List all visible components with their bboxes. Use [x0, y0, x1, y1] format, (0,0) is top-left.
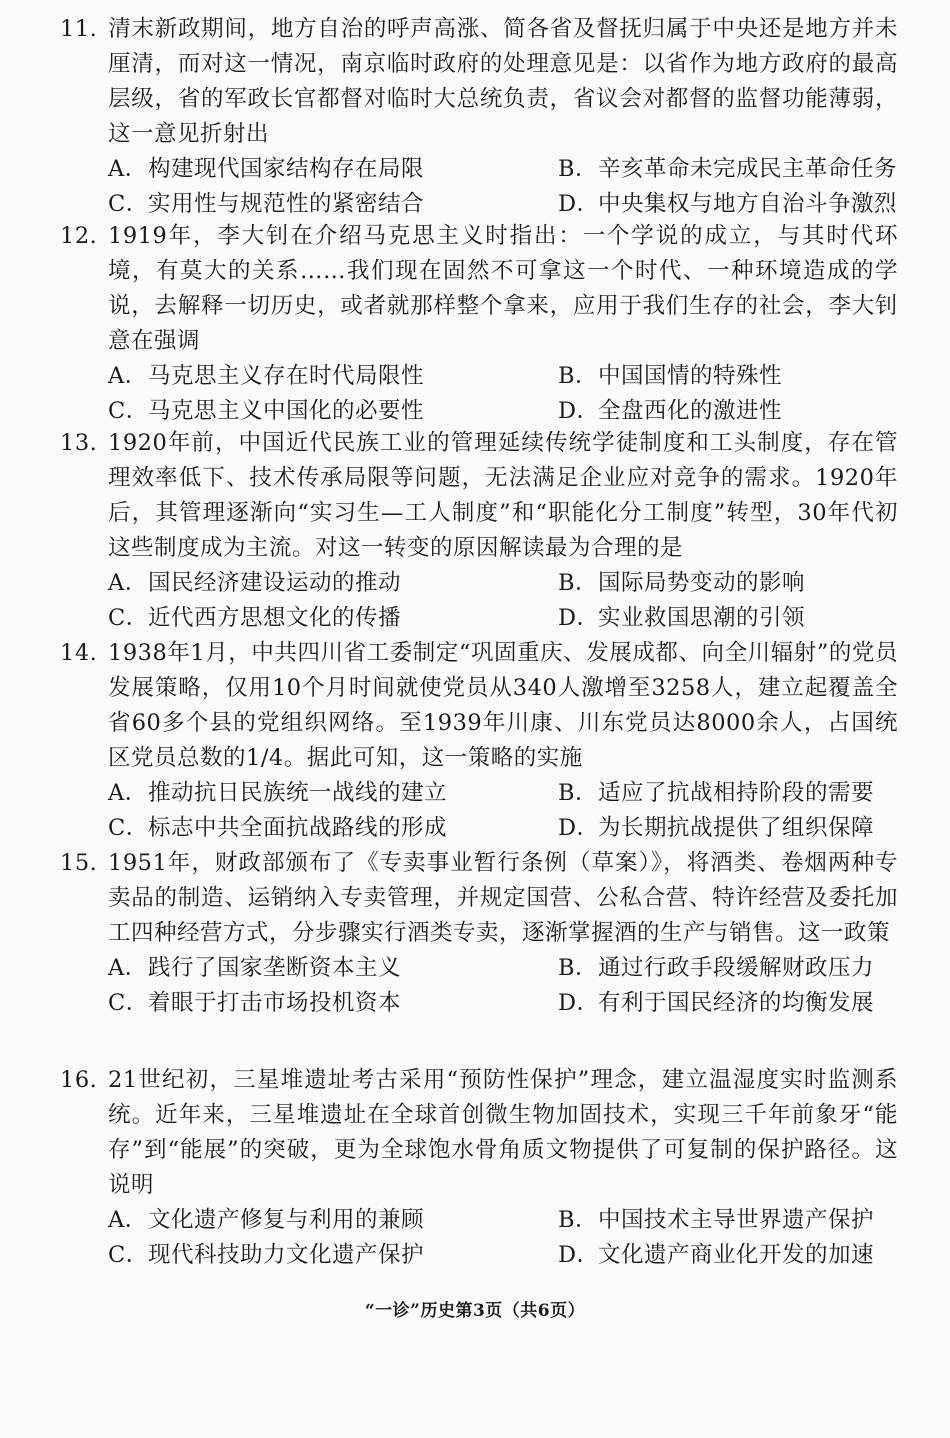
question-stem: [60, 219, 898, 359]
option-text: 为长期抗战提供了组织保障: [598, 815, 875, 841]
option-letter: D．: [558, 1242, 600, 1268]
question-stem: [60, 426, 898, 566]
answer-options: [108, 152, 898, 222]
question-text: 21世纪初，三星堆遗址考古采用“预防性保护”理念，建立温湿度实时监测系统。近年来，三星堆遗址在全球首创微生物加固技术，实现三千年前象牙“能存”到“能展”的突破，更为全球饱水骨角质文物提供了可复制的保护路径。这说明: [108, 1067, 898, 1198]
option-text: 践行了国家垄断资本主义: [148, 955, 402, 981]
option-text: 有利于国民经济的均衡发展: [598, 990, 875, 1016]
option-letter: C．: [108, 191, 149, 217]
answer-options: [108, 776, 898, 846]
option-letter: B．: [558, 955, 599, 981]
option-text: 中国国情的特殊性: [598, 363, 783, 389]
question-number: 11.: [60, 16, 98, 42]
question-text: 1920年前，中国近代民族工业的管理延续传统学徒制度和工头制度，存在管理效率低下、技术传承局限等问题，无法满足企业应对竞争的需求。1920年后，其管理逐渐向“实习生—工人制度”和“职能化分工制度”转型，30年代初这些制度成为主流。对这一转变的原因解读最为合理的是: [108, 430, 898, 561]
option-c: [108, 1238, 424, 1273]
question-number: 15.: [60, 850, 98, 876]
option-letter: D．: [558, 191, 600, 217]
option-b: [558, 951, 874, 986]
option-letter: C．: [108, 605, 149, 631]
question-15: [60, 846, 898, 1021]
option-c: [108, 986, 401, 1021]
option-text: 实用性与规范性的紧密结合: [148, 191, 425, 217]
option-letter: C．: [108, 990, 149, 1016]
question-stem: [60, 1063, 898, 1203]
question-12: [60, 219, 898, 429]
option-text: 着眼于打击市场投机资本: [148, 990, 402, 1016]
option-text: 通过行政手段缓解财政压力: [598, 955, 875, 981]
option-text: 现代科技助力文化遗产保护: [148, 1242, 425, 1268]
option-letter: D．: [558, 398, 600, 424]
question-number: 14.: [60, 640, 98, 666]
option-text: 全盘西化的激进性: [598, 398, 783, 424]
question-stem: [60, 636, 898, 776]
option-text: 国际局势变动的影响: [598, 570, 806, 596]
option-text: 近代西方思想文化的传播: [148, 605, 402, 631]
page-footer: “一诊”历史第3页（共6页）: [364, 1301, 586, 1321]
option-letter: A．: [108, 1207, 148, 1233]
answer-options: [108, 359, 898, 429]
option-text: 实业救国思潮的引领: [598, 605, 806, 631]
option-letter: A．: [108, 363, 148, 389]
option-a: [108, 359, 424, 394]
option-letter: A．: [108, 156, 148, 182]
option-text: 标志中共全面抗战路线的形成: [148, 815, 448, 841]
option-letter: C．: [108, 398, 149, 424]
question-16: [60, 1063, 898, 1273]
option-c: [108, 601, 401, 636]
option-b: [558, 152, 897, 187]
option-a: [108, 566, 401, 601]
option-letter: D．: [558, 815, 600, 841]
option-letter: B．: [558, 363, 599, 389]
option-letter: D．: [558, 990, 600, 1016]
question-number: 12.: [60, 223, 98, 249]
option-b: [558, 776, 874, 811]
answer-options: [108, 566, 898, 636]
option-letter: D．: [558, 605, 600, 631]
question-11: [60, 12, 898, 222]
option-letter: A．: [108, 570, 148, 596]
option-letter: B．: [558, 570, 599, 596]
answer-options: [108, 951, 898, 1021]
option-b: [558, 566, 805, 601]
option-text: 国民经济建设运动的推动: [148, 570, 402, 596]
option-letter: C．: [108, 1242, 149, 1268]
answer-options: [108, 1203, 898, 1273]
option-letter: A．: [108, 955, 148, 981]
option-d: [558, 394, 782, 429]
option-letter: B．: [558, 1207, 599, 1233]
option-a: [108, 152, 424, 187]
question-text: 清末新政期间，地方自治的呼声高涨、简各省及督抚归属于中央还是地方并未厘清，而对这一情况，南京临时政府的处理意见是：以省作为地方政府的最高层级，省的军政长官都督对临时大总统负责，省议会对都督的监督功能薄弱，这一意见折射出: [108, 16, 898, 147]
question-number: 13.: [60, 430, 98, 456]
question-text: 1919年，李大钊在介绍马克思主义时指出：一个学说的成立，与其时代环境，有莫大的关系……我们现在固然不可拿这一个时代、一种环境造成的学说，去解释一切历史，或者就那样整个拿来，应用于我们生存的社会，李大钊意在强调: [108, 223, 898, 354]
option-text: 构建现代国家结构存在局限: [148, 156, 425, 182]
question-text: 1938年1月，中共四川省工委制定“巩固重庆、发展成都、向全川辐射”的党员发展策略，仅用10个月时间就使党员从340人激增至3258人，建立起覆盖全省60多个县的党组织网络。至1939年川康、川东党员达8000余人，占国统区党员总数的1/4。据此可知，这一策略的实施: [108, 640, 898, 771]
option-c: [108, 187, 424, 222]
question-stem: [60, 846, 898, 951]
option-d: [558, 1238, 874, 1273]
option-text: 马克思主义中国化的必要性: [148, 398, 425, 424]
option-text: 中央集权与地方自治斗争激烈: [598, 191, 898, 217]
option-text: 适应了抗战相持阶段的需要: [598, 780, 875, 806]
option-a: [108, 951, 401, 986]
option-letter: B．: [558, 156, 599, 182]
option-text: 文化遗产商业化开发的加速: [598, 1242, 875, 1268]
option-a: [108, 776, 447, 811]
question-stem: [60, 12, 898, 152]
option-d: [558, 601, 805, 636]
option-text: 辛亥革命未完成民主革命任务: [598, 156, 898, 182]
option-letter: A．: [108, 780, 148, 806]
option-b: [558, 1203, 874, 1238]
option-d: [558, 187, 897, 222]
question-14: [60, 636, 898, 846]
option-b: [558, 359, 782, 394]
option-text: 马克思主义存在时代局限性: [148, 363, 425, 389]
option-d: [558, 811, 874, 846]
option-d: [558, 986, 874, 1021]
question-13: [60, 426, 898, 636]
option-a: [108, 1203, 424, 1238]
option-text: 文化遗产修复与利用的兼顾: [148, 1207, 425, 1233]
question-number: 16.: [60, 1067, 98, 1093]
option-letter: B．: [558, 780, 599, 806]
option-c: [108, 811, 447, 846]
question-text: 1951年，财政部颁布了《专卖事业暂行条例（草案）》，将酒类、卷烟两种专卖品的制造、运销纳入专卖管理，并规定国营、公私合营、特许经营及委托加工四种经营方式，分步骤实行酒类专卖，逐渐掌握酒的生产与销售。这一政策: [108, 850, 898, 946]
option-text: 中国技术主导世界遗产保护: [598, 1207, 875, 1233]
option-c: [108, 394, 424, 429]
option-letter: C．: [108, 815, 149, 841]
option-text: 推动抗日民族统一战线的建立: [148, 780, 448, 806]
